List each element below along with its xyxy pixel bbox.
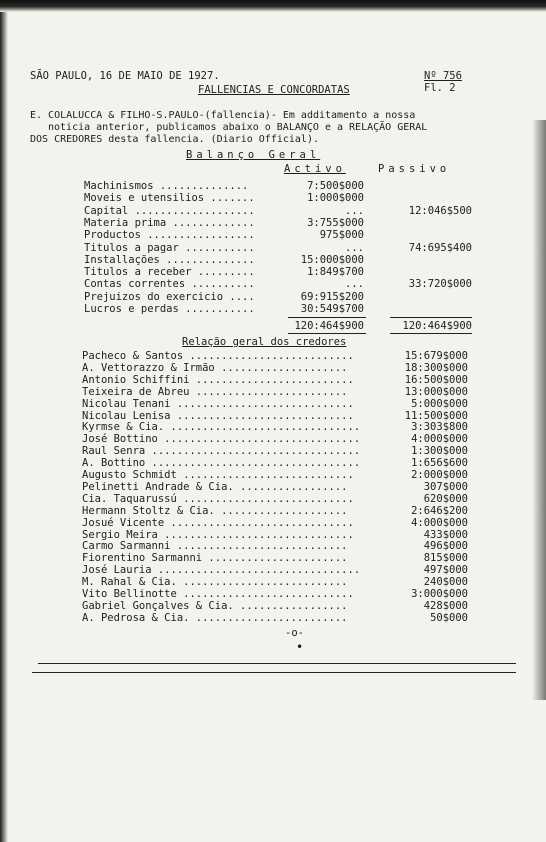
creditor-name: Pacheco & Santos .......................... (82, 350, 354, 362)
creditor-amount: 13:000$000 (404, 385, 468, 398)
balance-row-label: Lucros e perdas ........... (84, 303, 255, 315)
creditor-name: Nicolau Tenani ............................ (82, 397, 354, 410)
creditor-amount: 428$000 (423, 599, 468, 612)
creditor-amount: 1:656$600 (411, 457, 468, 470)
passivo-total-rule (390, 317, 472, 318)
creditor-amount: 307$000 (423, 480, 468, 493)
creditor-amount: 18:300$000 (404, 361, 468, 374)
balance-row-activo: 30:549$700 (300, 303, 364, 315)
balance-row-passivo: 33:720$000 (408, 278, 472, 291)
balance-row-label: Installações .............. (84, 253, 255, 266)
balance-row-activo: 3:755$000 (307, 216, 364, 229)
creditor-amount: 16:500$000 (404, 373, 468, 386)
creditor-name: Raul Senra ................................. (82, 445, 361, 458)
balance-row-label: Capital ................... (84, 204, 255, 217)
creditor-name: Josué Vicente ............................. (82, 516, 354, 529)
scan-left-edge (0, 12, 8, 842)
creditor-amount: 15:679$000 (404, 350, 468, 362)
creditor-name: Fiorentino Sarmanni ...................... (82, 552, 348, 565)
activo-total: 120:464$900 (294, 320, 364, 332)
creditor-amount: 2:646$200 (411, 504, 468, 517)
balance-row-activo: 7:500$000 (307, 180, 364, 192)
scan-right-edge (532, 120, 546, 700)
creditor-amount: 3:000$000 (411, 588, 468, 600)
closing-rule-2 (32, 672, 516, 673)
passivo-header: Passivo (378, 163, 451, 175)
balance-row-label: Moveis e utensilios ....... (84, 192, 255, 205)
creditor-name: Sergio Meira .............................. (82, 528, 354, 541)
creditor-name: José Lauria ................................ (82, 564, 361, 577)
creditor-amount: 4:000$000 (411, 433, 468, 446)
balance-row-activo: ... (345, 278, 364, 291)
balance-row-label: Productos ................. (84, 229, 255, 242)
balance-row-activo: 69:915$200 (300, 290, 364, 303)
balance-row-activo: 1:000$000 (307, 192, 364, 205)
creditor-name: Pelinetti Andrade & Cia. ................. (82, 480, 348, 493)
creditor-amount: 240$000 (423, 576, 468, 589)
creditor-amount: 11:500$000 (404, 409, 468, 422)
balance-row-label: Titulos a pagar ........... (84, 241, 255, 254)
balance-row-activo: ... (345, 204, 364, 217)
passivo-total: 120:464$900 (402, 320, 472, 332)
balance-row-activo: 15:000$000 (300, 253, 364, 266)
end-mark: -o- (285, 627, 304, 639)
balance-row-label: Titulos a receber ......... (84, 266, 255, 279)
sheet-number: Fl. 2 (424, 82, 456, 94)
creditor-name: A. Vettorazzo & Irmão .................... (82, 361, 348, 374)
creditor-name: Hermann Stoltz & Cia. .................... (82, 504, 348, 517)
creditor-amount: 620$000 (423, 492, 468, 505)
creditor-name: Nicolau Lenisa ............................ (82, 409, 354, 422)
passivo-double-rule-1 (390, 333, 472, 334)
section-title: FALLENCIAS E CONCORDATAS (198, 84, 350, 96)
creditor-name: Kyrmse & Cia. .............................. (82, 421, 361, 434)
creditor-name: Vito Bellinotte ........................... (82, 588, 354, 600)
balance-row-label: Contas correntes .......... (84, 278, 255, 291)
creditor-amount: 433$000 (423, 528, 468, 541)
creditor-name: M. Rahal & Cia. .......................... (82, 576, 348, 589)
creditor-amount: 497$000 (423, 564, 468, 577)
bulletin-number: Nº 756 (424, 70, 462, 82)
creditor-amount: 4:000$000 (411, 516, 468, 529)
balance-title: Balanço Geral (186, 149, 321, 161)
creditors-title: Relação geral dos credores (182, 336, 347, 348)
balance-row-label: Machinismos .............. (84, 180, 249, 192)
creditor-name: Cia. Taquarussú ........................... (82, 492, 354, 505)
ink-dot: • (296, 640, 304, 654)
dateline: SÃO PAULO, 16 DE MAIO DE 1927. (30, 70, 220, 82)
creditor-amount: 1:300$000 (411, 445, 468, 458)
creditor-amount: 815$000 (423, 552, 468, 565)
creditor-name: José Bottino ............................... (82, 433, 361, 446)
creditor-name: A. Pedrosa & Cia. ........................ (82, 611, 348, 624)
balance-row-passivo: 12:046$500 (408, 204, 472, 217)
creditor-name: Antonio Schiffini ......................... (82, 373, 354, 386)
creditor-amount: 496$000 (423, 540, 468, 553)
activo-total-rule (288, 317, 366, 318)
creditor-amount: 2:000$000 (411, 469, 468, 481)
creditor-name: Teixeira de Abreu ........................ (82, 385, 348, 398)
creditor-name: Carmo Sarmanni ........................... (82, 540, 348, 553)
scan-top-edge (0, 0, 546, 12)
balance-row-activo: 975$000 (319, 229, 364, 242)
creditor-name: Gabriel Gonçalves & Cia. ................. (82, 599, 348, 612)
creditor-amount: 3:303$800 (411, 421, 468, 434)
intro-line-3: DOS CREDORES desta fallencia. (Diario Official). (30, 134, 319, 145)
intro-line-1: E. COLALUCCA & FILHO-S.PAULO-(fallencia)- Em additamento a nossa (30, 110, 416, 121)
activo-header: Activo (284, 163, 346, 175)
creditor-amount: 5:000$000 (411, 397, 468, 410)
balance-row-activo: ... (345, 241, 364, 254)
intro-line-2: noticia anterior, publicamos abaixo o BALANÇO e a RELAÇÃO GERAL (48, 122, 428, 133)
activo-double-rule-1 (288, 333, 366, 334)
balance-row-label: Materia prima ............. (84, 216, 255, 229)
closing-rule-1 (38, 663, 516, 664)
creditor-name: A. Bottino ................................. (82, 457, 361, 470)
creditor-amount: 50$000 (430, 611, 468, 624)
balance-row-activo: 1:849$700 (307, 266, 364, 279)
creditor-name: Augusto Schmidt ........................... (82, 469, 354, 481)
balance-row-passivo: 74:695$400 (408, 241, 472, 254)
balance-row-label: Prejuizos do exercicio .... (84, 290, 255, 303)
